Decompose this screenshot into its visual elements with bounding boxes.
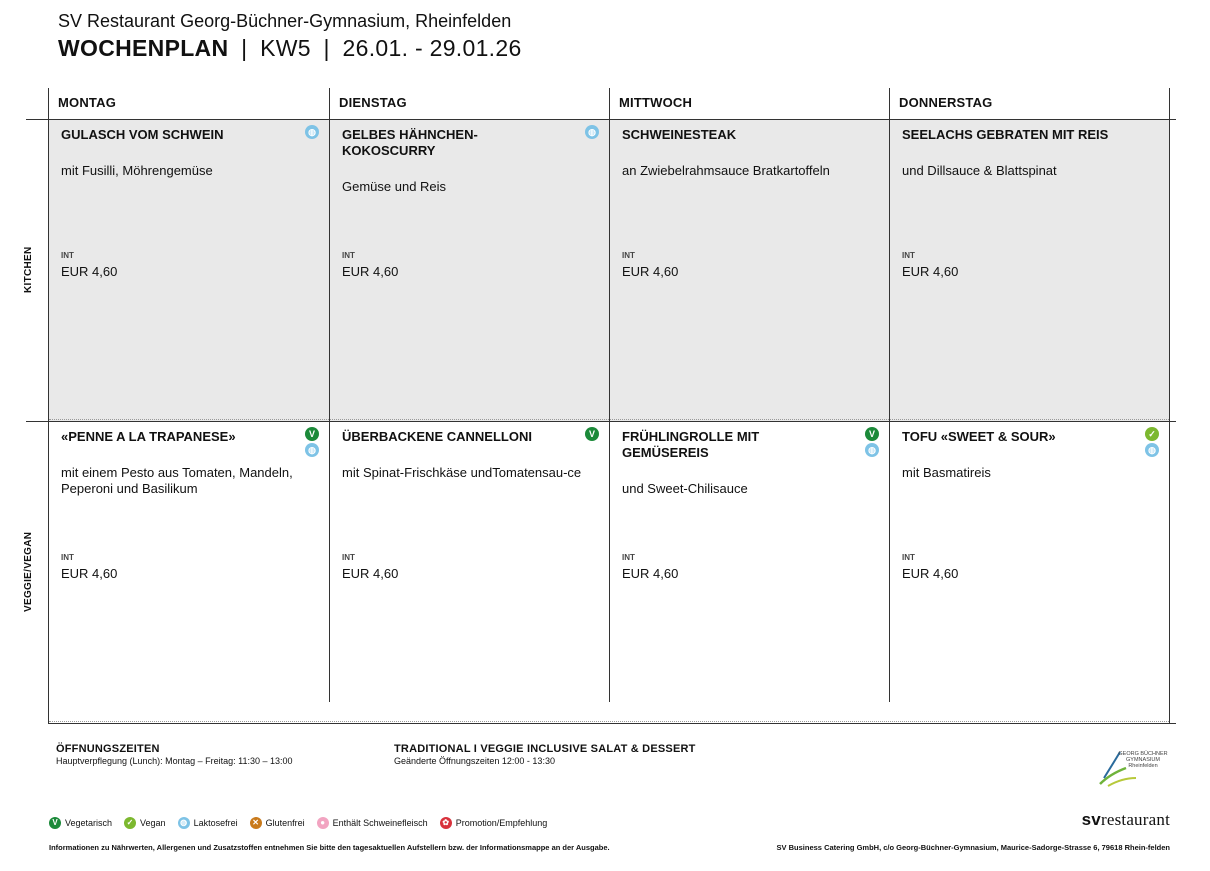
price: EUR 4,60 bbox=[622, 264, 679, 279]
menu-cell bbox=[330, 421, 609, 723]
week-number: KW5 bbox=[260, 35, 311, 61]
diet-icons bbox=[585, 427, 599, 441]
dish-description: und Sweet-Chilisauce bbox=[622, 481, 748, 496]
menu-cell bbox=[890, 421, 1169, 723]
nutrition-info: Informationen zu Nährwerten, Allergenen und Zusatzstoffen entnehmen Sie bitte den tagesaktuellen Aufstellern bzw. der Informationsmappe an der Ausgabe. bbox=[49, 843, 610, 852]
lactose-free-icon: ◍ bbox=[865, 443, 879, 457]
dish-description: mit einem Pesto aus Tomaten, Mandeln, Peperoni und Basilikum bbox=[61, 465, 293, 496]
traditional-title: TRADITIONAL I VEGGIE INCLUSIVE SALAT & DESSERT bbox=[394, 743, 696, 755]
price-category: INT bbox=[622, 553, 635, 562]
price-category: INT bbox=[902, 553, 915, 562]
day-header-mittwoch: MITTWOCH bbox=[619, 95, 693, 110]
dish-name: ÜBERBACKENE CANNELLONI bbox=[342, 429, 532, 444]
column-divider bbox=[48, 88, 49, 724]
dish-name: SCHWEINESTEAK bbox=[622, 127, 737, 142]
diet-icons bbox=[305, 427, 319, 457]
gluten-free-icon: ✕ bbox=[250, 817, 262, 829]
diet-icons bbox=[585, 125, 599, 139]
price-category: INT bbox=[342, 251, 355, 260]
day-header-dienstag: DIENSTAG bbox=[339, 95, 407, 110]
traditional-text: Geänderte Öffnungszeiten 12:00 - 13:30 bbox=[394, 756, 555, 766]
legend-item bbox=[440, 817, 548, 829]
dish-description: an Zwiebelrahmsauce Bratkartoffeln bbox=[622, 163, 830, 178]
menu-cell bbox=[330, 119, 609, 421]
legend bbox=[49, 817, 553, 829]
price-category: INT bbox=[342, 553, 355, 562]
lactose-free-icon: ◍ bbox=[305, 125, 319, 139]
day-header-montag: MONTAG bbox=[58, 95, 117, 110]
school-logo-text: GEORG BÜCHNER GYMNASIUM Rheinfelden bbox=[1118, 751, 1168, 769]
legend-item bbox=[250, 817, 305, 829]
legend-label: Vegetarisch bbox=[65, 818, 113, 828]
legend-label: Laktosefrei bbox=[193, 818, 238, 828]
legend-item bbox=[178, 817, 238, 829]
legend-item bbox=[317, 817, 428, 829]
price-category: INT bbox=[61, 251, 74, 260]
price: EUR 4,60 bbox=[342, 264, 399, 279]
price: EUR 4,60 bbox=[61, 566, 118, 581]
sv-restaurant-logo bbox=[1082, 810, 1170, 830]
vegetarian-icon: V bbox=[305, 427, 319, 441]
menu-cell bbox=[610, 119, 889, 421]
column-divider bbox=[609, 88, 610, 702]
company-address: SV Business Catering GmbH, c/o Georg-Büchner-Gymnasium, Maurice-Sadorge-Strasse 6, 79618 Rhein-felden bbox=[776, 843, 1170, 852]
diet-icons bbox=[305, 125, 319, 139]
row-divider bbox=[26, 421, 1176, 422]
legend-label: Vegan bbox=[140, 818, 166, 828]
dish-description: mit Spinat-Frischkäse undTomatensau-ce bbox=[342, 465, 582, 480]
title-separator: | bbox=[241, 35, 248, 61]
cell-divider bbox=[330, 721, 609, 722]
price: EUR 4,60 bbox=[902, 566, 959, 581]
page-title bbox=[58, 33, 522, 63]
menu-cell bbox=[49, 119, 329, 421]
dish-name: FRÜHLINGROLLE MIT GEMÜSEREIS bbox=[622, 429, 760, 460]
lactose-free-icon: ◍ bbox=[585, 125, 599, 139]
column-divider bbox=[329, 88, 330, 702]
price-category: INT bbox=[902, 251, 915, 260]
price-category: INT bbox=[622, 251, 635, 260]
price: EUR 4,60 bbox=[622, 566, 679, 581]
date-range: 26.01. - 29.01.26 bbox=[342, 35, 522, 61]
lactose-free-icon: ◍ bbox=[305, 443, 319, 457]
opening-hours bbox=[56, 743, 293, 766]
vegan-icon: ✓ bbox=[1145, 427, 1159, 441]
column-divider bbox=[1169, 88, 1170, 724]
menu-grid bbox=[48, 88, 1176, 724]
vegetarian-icon: V bbox=[585, 427, 599, 441]
price: EUR 4,60 bbox=[61, 264, 118, 279]
dish-name: SEELACHS GEBRATEN MIT REIS bbox=[902, 127, 1109, 142]
dish-name: GULASCH VOM SCHWEIN bbox=[61, 127, 224, 142]
school-logo bbox=[1096, 748, 1174, 788]
title-separator: | bbox=[323, 35, 330, 61]
vegetarian-icon: V bbox=[49, 817, 61, 829]
vegan-icon: ✓ bbox=[124, 817, 136, 829]
price: EUR 4,60 bbox=[902, 264, 959, 279]
page-header bbox=[58, 10, 522, 63]
price: EUR 4,60 bbox=[342, 566, 399, 581]
dish-name: «PENNE A LA TRAPANESE» bbox=[61, 429, 236, 444]
price-category: INT bbox=[61, 553, 74, 562]
lactose-free-icon: ◍ bbox=[178, 817, 190, 829]
legend-label: Promotion/Empfehlung bbox=[455, 818, 548, 828]
promotion-icon: ✿ bbox=[440, 817, 452, 829]
brand-sv: sv bbox=[1081, 810, 1101, 829]
row-label-veggie: VEGGIE/VEGAN bbox=[23, 531, 34, 612]
cell-divider bbox=[890, 721, 1169, 722]
dish-description: und Dillsauce & Blattspinat bbox=[902, 163, 1057, 178]
legend-label: Glutenfrei bbox=[265, 818, 305, 828]
opening-hours-text: Hauptverpflegung (Lunch): Montag – Freitag: 11:30 – 13:00 bbox=[56, 756, 293, 766]
diet-icons bbox=[865, 427, 879, 457]
menu-cell bbox=[49, 421, 329, 723]
cell-divider bbox=[890, 419, 1169, 420]
restaurant-name: SV Restaurant Georg-Büchner-Gymnasium, Rheinfelden bbox=[58, 11, 512, 31]
plan-title: WOCHENPLAN bbox=[58, 35, 229, 61]
row-label-kitchen: KITCHEN bbox=[23, 246, 34, 293]
opening-hours-title: ÖFFNUNGSZEITEN bbox=[56, 743, 160, 755]
legend-item bbox=[49, 817, 112, 829]
menu-cell bbox=[610, 421, 889, 723]
brand-restaurant: restaurant bbox=[1100, 810, 1170, 829]
dish-description: Gemüse und Reis bbox=[342, 179, 447, 194]
row-divider bbox=[26, 119, 1176, 120]
pork-icon: ● bbox=[317, 817, 329, 829]
cell-divider bbox=[49, 419, 329, 420]
cell-divider bbox=[49, 721, 329, 722]
cell-divider bbox=[330, 419, 609, 420]
lactose-free-icon: ◍ bbox=[1145, 443, 1159, 457]
vegetarian-icon: V bbox=[865, 427, 879, 441]
dish-name: GELBES HÄHNCHEN-KOKOSCURRY bbox=[342, 127, 478, 158]
legend-label: Enthält Schweinefleisch bbox=[332, 818, 428, 828]
menu-cell bbox=[890, 119, 1169, 421]
dish-description: mit Fusilli, Möhrengemüse bbox=[61, 163, 213, 178]
cell-divider bbox=[610, 721, 889, 722]
day-header-donnerstag: DONNERSTAG bbox=[899, 95, 993, 110]
traditional-info bbox=[394, 743, 696, 766]
legend-item bbox=[124, 817, 166, 829]
dish-name: TOFU «SWEET & SOUR» bbox=[902, 429, 1056, 444]
column-divider bbox=[889, 88, 890, 702]
cell-divider bbox=[610, 419, 889, 420]
diet-icons bbox=[1145, 427, 1159, 457]
dish-description: mit Basmatireis bbox=[902, 465, 991, 480]
row-divider bbox=[48, 723, 1176, 724]
